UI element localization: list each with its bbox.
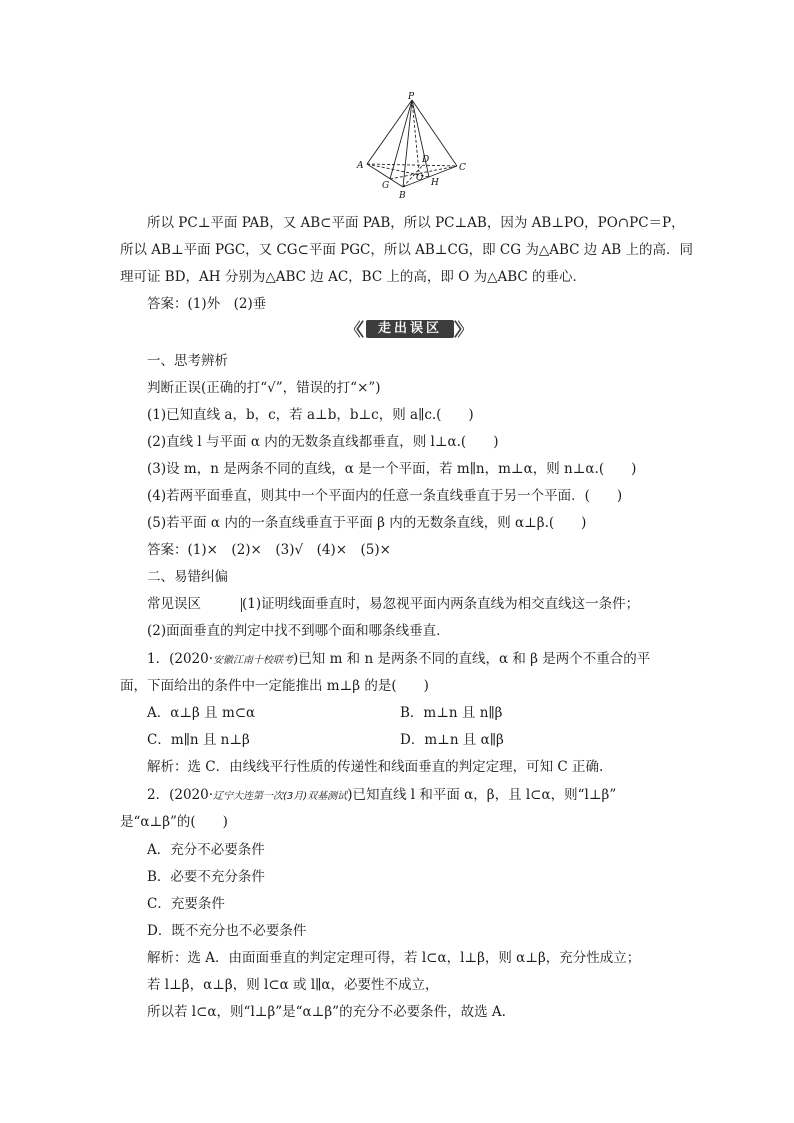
banner-left-cap-icon [354, 318, 364, 340]
judgment-item-2: (2)直线 l 与平面 α 内的无数条直线都垂直，则 l⊥α.( ) [147, 434, 499, 450]
judgment-item-5: (5)若平面 α 内的一条直线垂直于平面 β 内的无数条直线，则 α⊥β.( ) [147, 515, 587, 531]
q2-stem-line-1 [147, 786, 616, 806]
section1-answer: 答案：(1)× (2)× (3)√ (4)× (5)× [147, 542, 391, 558]
q1-source: 安徽江南十校联考 [213, 655, 294, 666]
label-C: C [459, 163, 466, 173]
pyramid-figure [345, 92, 475, 202]
q1-option-c: C．m∥n 且 n⊥β [147, 732, 250, 748]
section-banner [354, 318, 466, 340]
mistake-line-1 [147, 595, 639, 613]
label-B: B [399, 191, 406, 201]
q1-number: 1．(2020· [147, 651, 214, 667]
label-H: H [431, 178, 439, 188]
label-D: D [422, 155, 430, 165]
mistake-text-1: (1)证明线面垂直时，易忽视平面内两条直线为相交直线这一条件； [242, 596, 640, 612]
q1-stem-line-1 [147, 650, 650, 670]
edge-PB [403, 100, 412, 187]
section1-instruction: 判断正误(正确的打“√”，错误的打“×”) [147, 380, 381, 396]
label-G: G [382, 181, 390, 191]
proof-line-1: 所以 PC⊥平面 PAB，又 AB⊂平面 PAB，所以 PC⊥AB，因为 AB⊥PO，PO∩PC＝P， [147, 215, 685, 231]
q2-stem-line-2: 是“α⊥β”的( ) [120, 814, 228, 830]
q1-stem-line-2: 面，下面给出的条件中一定能推出 m⊥β 的是( ) [120, 678, 429, 694]
edge-PC [412, 100, 457, 166]
q1-option-a: A．α⊥β 且 m⊂α [147, 705, 256, 721]
edge-BC [403, 166, 457, 187]
banner-right-cap-icon [454, 318, 464, 340]
q1-stem-text: )已知 m 和 n 是两条不同的直线，α 和 β 是两个不重合的平 [293, 651, 651, 667]
q2-analysis-2: 若 l⊥β，α⊥β，则 l⊂α 或 l∥α，必要性不成立， [147, 977, 439, 993]
q2-option-b: B．必要不充分条件 [147, 869, 265, 885]
q1-option-b: B．m⊥n 且 n∥β [400, 705, 503, 721]
q2-option-c: C．充要条件 [147, 896, 225, 912]
judgment-item-3: (3)设 m，n 是两条不同的直线，α 是一个平面，若 m∥n，m⊥α，则 n⊥α.( ) [147, 461, 637, 477]
edge-AC [367, 164, 457, 166]
label-A: A [357, 161, 364, 171]
q2-stem-text: )已知直线 l 和平面 α，β，且 l⊂α，则“l⊥β” [347, 787, 617, 803]
edge-PA [367, 100, 412, 164]
mistake-line-2: (2)面面垂直的判定中找不到哪个面和哪条线垂直． [147, 623, 450, 639]
q2-option-a: A．充分不必要条件 [147, 842, 265, 858]
q2-source: 辽宁大连第一次(3月)双基测试 [213, 791, 348, 802]
proof-line-2: 所以 AB⊥平面 PGC，又 CG⊂平面 PGC，所以 AB⊥CG，即 CG 为△ABC 边 AB 上的高．同 [120, 242, 693, 258]
judgment-item-4: (4)若两平面垂直，则其中一个平面内的任意一条直线垂直于另一个平面．( ) [147, 488, 623, 504]
mistake-tag-box [201, 598, 242, 612]
edge-PO [412, 100, 419, 172]
section1-heading: 一、思考辨析 [147, 353, 228, 369]
q2-analysis-1: 解析：选 A．由面面垂直的判定定理可得，若 l⊂α，l⊥β，则 α⊥β，充分性成立； [147, 950, 641, 966]
label-O: O [416, 173, 424, 183]
q2-number: 2．(2020· [147, 787, 214, 803]
edge-PG [390, 100, 412, 179]
q1-analysis: 解析：选 C．由线线平行性质的传递性和线面垂直的判定定理，可知 C 正确. [147, 759, 604, 775]
line-GC [390, 166, 457, 179]
label-P: P [408, 92, 415, 102]
q2-analysis-3: 所以若 l⊂α，则“l⊥β”是“α⊥β”的充分不必要条件，故选 A. [147, 1004, 506, 1020]
q2-option-d: D．既不充分也不必要条件 [147, 923, 307, 939]
section2-heading: 二、易错纠偏 [147, 569, 228, 585]
judgment-item-1: (1)已知直线 a，b，c，若 a⊥b，b⊥c，则 a∥c.( ) [147, 407, 474, 423]
proof-answer: 答案：(1)外 (2)垂 [147, 296, 267, 312]
mistake-tag: 常见误区 [147, 596, 201, 612]
q1-option-d: D．m⊥n 且 α∥β [400, 732, 504, 748]
proof-line-3: 理可证 BD，AH 分别为△ABC 边 AC，BC 上的高，即 O 为△ABC 的垂心． [120, 269, 587, 285]
banner-title: 走出误区 [377, 321, 442, 336]
